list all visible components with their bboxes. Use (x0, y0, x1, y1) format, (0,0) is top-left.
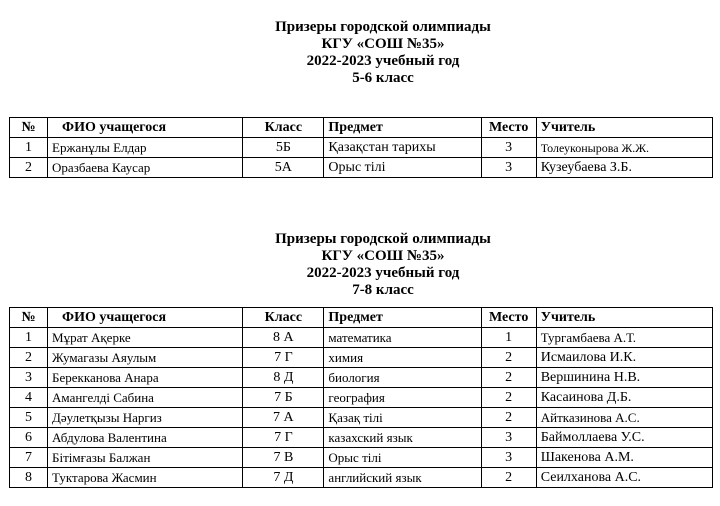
cell-subject: математика (324, 328, 481, 348)
cell-teacher: Исмаилова И.К. (536, 348, 712, 368)
cell-number: 5 (10, 408, 48, 428)
table-row (10, 138, 713, 158)
cell-subject: Орыс тілі (324, 158, 481, 178)
cell-name: Ержанұлы Елдар (48, 138, 243, 158)
cell-number: 4 (10, 388, 48, 408)
table-row (10, 468, 713, 488)
cell-place: 3 (481, 138, 536, 158)
header-name: ФИО учащегося (48, 118, 243, 138)
cell-number: 2 (10, 348, 48, 368)
heading-title: Призеры городской олимпиады (275, 19, 491, 35)
cell-class: 7 Б (243, 388, 324, 408)
cell-class: 7 В (243, 448, 324, 468)
cell-place: 2 (481, 408, 536, 428)
cell-number: 8 (10, 468, 48, 488)
table-row (10, 448, 713, 468)
heading-title: Призеры городской олимпиады (275, 231, 491, 247)
cell-place: 3 (481, 428, 536, 448)
cell-teacher: Вершинина Н.В. (536, 368, 712, 388)
cell-teacher: Тургамбаева А.Т. (536, 328, 712, 348)
cell-number: 1 (10, 138, 48, 158)
heading-school: КГУ «СОШ №35» (321, 36, 445, 52)
table-row (10, 388, 713, 408)
header-subject: Предмет (324, 118, 481, 138)
table-header-row (10, 118, 713, 138)
cell-number: 6 (10, 428, 48, 448)
table-header-row (10, 308, 713, 328)
cell-place: 2 (481, 388, 536, 408)
header-class: Класс (243, 308, 324, 328)
header-place: Место (481, 118, 536, 138)
cell-name: Туктарова Жасмин (48, 468, 243, 488)
cell-teacher: Баймоллаева У.С. (536, 428, 712, 448)
winners-table-7-8 (9, 307, 713, 488)
winners-table-5-6 (9, 117, 713, 178)
table-row (10, 328, 713, 348)
cell-teacher: Сеилханова А.С. (536, 468, 712, 488)
cell-subject: география (324, 388, 481, 408)
table-row (10, 158, 713, 178)
cell-number: 2 (10, 158, 48, 178)
header-number: № (10, 118, 48, 138)
cell-class: 7 А (243, 408, 324, 428)
cell-class: 7 Д (243, 468, 324, 488)
cell-name: Абдулова Валентина (48, 428, 243, 448)
cell-subject: Қазақстан тарихы (324, 138, 481, 158)
header-number: № (10, 308, 48, 328)
cell-name: Амангелді Сабина (48, 388, 243, 408)
cell-teacher: Кузеубаева З.Б. (536, 158, 712, 178)
cell-name: Бітімғазы Балжан (48, 448, 243, 468)
cell-name: Жумагазы Аяулым (48, 348, 243, 368)
header-teacher: Учитель (536, 118, 712, 138)
cell-class: 8 Д (243, 368, 324, 388)
cell-subject: английский язык (324, 468, 481, 488)
cell-name: Оразбаева Каусар (48, 158, 243, 178)
cell-place: 3 (481, 158, 536, 178)
heading-grade: 7-8 класс (352, 282, 414, 298)
cell-number: 3 (10, 368, 48, 388)
header-teacher: Учитель (536, 308, 712, 328)
heading-year: 2022-2023 учебный год (306, 53, 460, 69)
cell-name: Берекканова Анара (48, 368, 243, 388)
cell-number: 1 (10, 328, 48, 348)
cell-place: 3 (481, 448, 536, 468)
section-1-heading (0, 19, 720, 87)
cell-class: 5А (243, 158, 324, 178)
table-row (10, 428, 713, 448)
cell-class: 5Б (243, 138, 324, 158)
heading-year: 2022-2023 учебный год (306, 265, 460, 281)
header-place: Место (481, 308, 536, 328)
cell-subject: химия (324, 348, 481, 368)
cell-class: 8 А (243, 328, 324, 348)
cell-name: Мұрат Ақерке (48, 328, 243, 348)
cell-subject: Орыс тілі (324, 448, 481, 468)
header-name: ФИО учащегося (48, 308, 243, 328)
cell-number: 7 (10, 448, 48, 468)
cell-place: 2 (481, 468, 536, 488)
cell-teacher: Шакенова А.М. (536, 448, 712, 468)
cell-subject: Қазақ тілі (324, 408, 481, 428)
cell-teacher: Айтказинова А.С. (536, 408, 712, 428)
section-2-heading (0, 231, 720, 299)
table-row (10, 408, 713, 428)
cell-class: 7 Г (243, 348, 324, 368)
cell-name: Дәулетқызы Наргиз (48, 408, 243, 428)
cell-place: 2 (481, 348, 536, 368)
header-subject: Предмет (324, 308, 481, 328)
cell-teacher: Касаинова Д.Б. (536, 388, 712, 408)
header-class: Класс (243, 118, 324, 138)
cell-subject: биология (324, 368, 481, 388)
heading-school: КГУ «СОШ №35» (321, 248, 445, 264)
heading-grade: 5-6 класс (352, 70, 414, 86)
table-row (10, 348, 713, 368)
cell-subject: казахский язык (324, 428, 481, 448)
cell-place: 1 (481, 328, 536, 348)
cell-place: 2 (481, 368, 536, 388)
cell-teacher: Толеуконырова Ж.Ж. (536, 138, 712, 158)
table-row (10, 368, 713, 388)
cell-class: 7 Г (243, 428, 324, 448)
